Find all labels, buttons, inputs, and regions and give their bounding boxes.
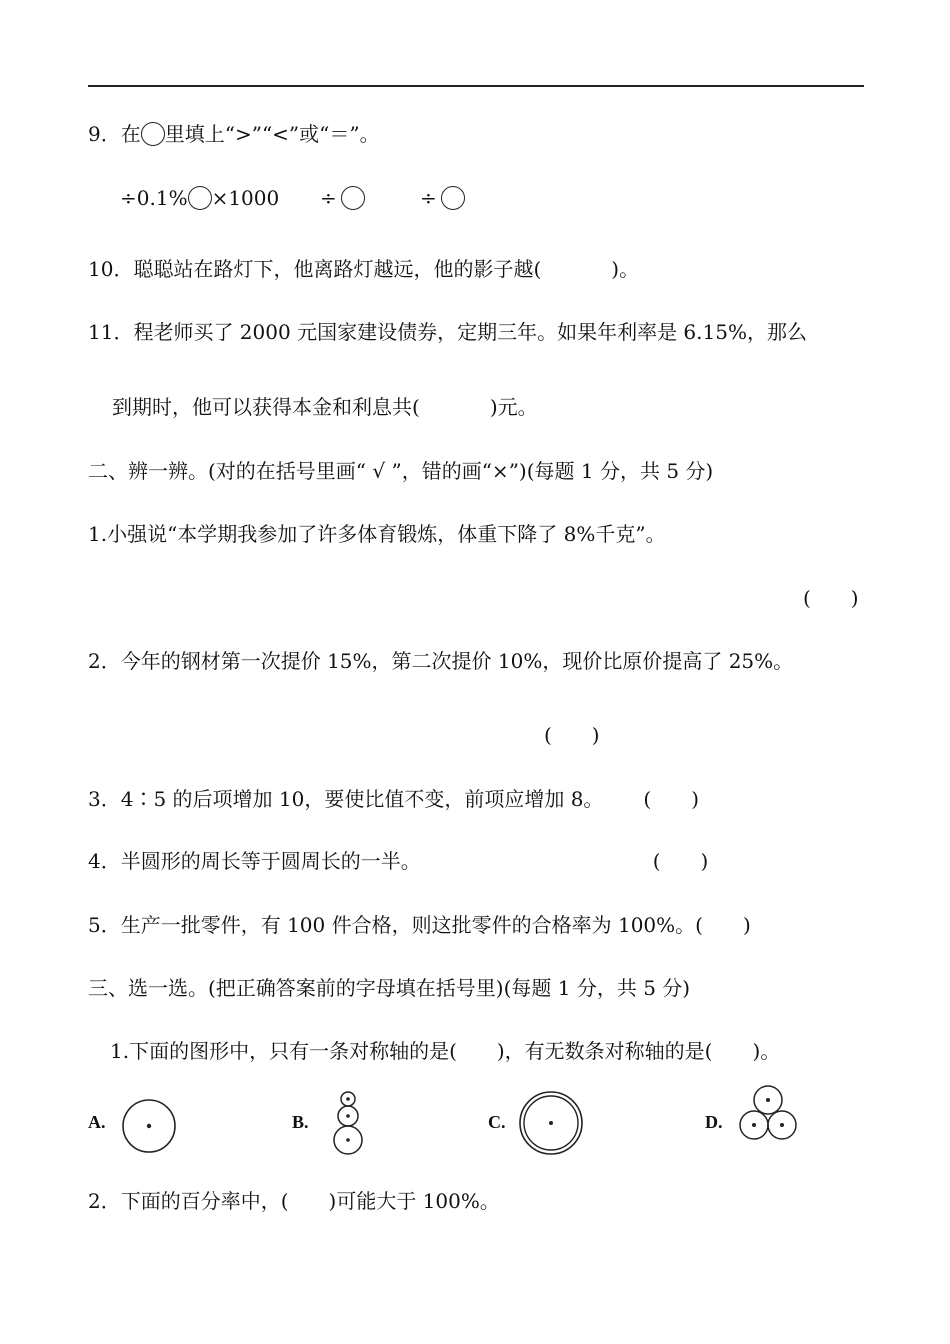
expression-text: ÷0.1%	[120, 186, 188, 210]
compare-circle-blank[interactable]	[188, 186, 212, 210]
compare-circle-blank[interactable]	[141, 122, 165, 146]
question-text: 里填上“>”“<”或“＝”。	[164, 122, 380, 146]
question-number: 9．	[88, 122, 121, 146]
judge-bracket-2[interactable]: ( )	[544, 723, 600, 747]
question-text: 在	[120, 122, 141, 146]
question-11-continued	[112, 394, 538, 420]
question-text: )元。	[489, 395, 538, 419]
top-rule	[88, 85, 864, 87]
judge-item-3	[88, 786, 699, 812]
expression-text: ÷	[320, 186, 337, 210]
judge-bracket-4[interactable]: ( )	[652, 849, 709, 873]
judge-text: 5．生产一批零件，有 100 件合格，则这批零件的合格率为 100%。	[88, 913, 696, 937]
option-a-circle-figure	[120, 1098, 180, 1154]
judge-bracket-3[interactable]: ( )	[643, 787, 700, 811]
choice-item-1: 1.下面的图形中，只有一条对称轴的是( )，有无数条对称轴的是( )。	[110, 1039, 781, 1063]
q9-expression-3	[420, 185, 465, 211]
expression-text: ×1000	[211, 186, 280, 210]
option-d-three-circles-figure	[737, 1084, 799, 1142]
expression-text: ÷	[420, 186, 437, 210]
option-b-stacked-circles-figure	[330, 1090, 368, 1160]
question-number: 11．	[88, 320, 134, 344]
judge-bracket-5[interactable]: ( )	[695, 913, 751, 937]
question-text: 聪聪站在路灯下，他离路灯越远，他的影子越(	[133, 257, 542, 281]
question-9	[88, 121, 380, 147]
option-b-label[interactable]: B.	[292, 1112, 309, 1132]
q9-expression-1	[120, 185, 279, 211]
judge-item-1: 1.小强说“本学期我参加了许多体育锻炼，体重下降了 8%千克”。	[88, 522, 666, 546]
judge-text: 4．半圆形的周长等于圆周长的一半。	[88, 849, 421, 873]
option-c-label[interactable]: C.	[488, 1112, 506, 1132]
section-2-heading: 二、辨一辨。(对的在括号里画“ √ ”，错的画“×”)(每题 1 分，共 5 分)	[88, 459, 714, 483]
question-number: 10．	[88, 257, 134, 281]
judge-text: 3．4∶5 的后项增加 10，要使比值不变，前项应增加 8。	[88, 787, 604, 811]
option-d-label[interactable]: D.	[705, 1112, 723, 1132]
compare-circle-blank[interactable]	[341, 186, 365, 210]
choice-item-2: 2．下面的百分率中，( )可能大于 100%。	[88, 1189, 500, 1213]
option-c-concentric-circles-figure	[519, 1091, 585, 1157]
question-text: )。	[611, 257, 640, 281]
question-10	[88, 256, 639, 282]
question-11	[88, 319, 807, 345]
judge-bracket-1[interactable]: ( )	[803, 586, 859, 610]
judge-item-4	[88, 848, 708, 874]
judge-item-2: 2．今年的钢材第一次提价 15%，第二次提价 10%，现价比原价提高了 25%。	[88, 649, 794, 673]
question-text: 程老师买了 2000 元国家建设债券，定期三年。如果年利率是 6.15%，那么	[133, 320, 807, 344]
judge-item-5	[88, 912, 751, 938]
question-text: 到期时，他可以获得本金和利息共(	[112, 395, 420, 419]
q9-expression-2	[320, 185, 365, 211]
option-a-label[interactable]: A.	[88, 1112, 106, 1132]
section-3-heading: 三、选一选。(把正确答案前的字母填在括号里)(每题 1 分，共 5 分)	[88, 976, 691, 1000]
compare-circle-blank[interactable]	[441, 186, 465, 210]
